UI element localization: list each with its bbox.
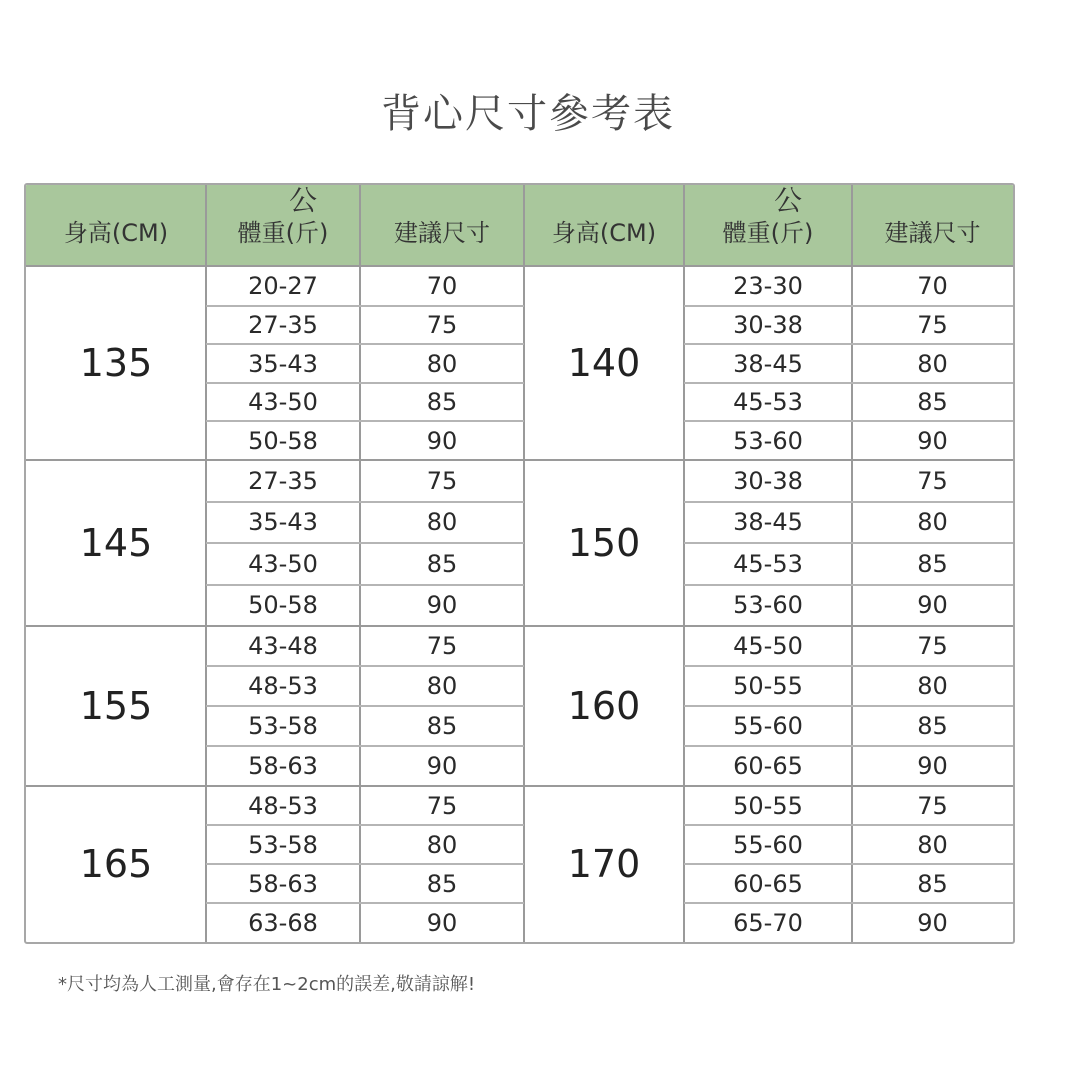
- weight-value: 50-55: [726, 669, 810, 703]
- size-value: 90: [909, 749, 957, 783]
- weight-value: 45-53: [726, 385, 810, 419]
- row-divider: [206, 305, 360, 307]
- size-value: 75: [909, 308, 957, 342]
- size-value: 85: [909, 385, 957, 419]
- size-value: 75: [909, 464, 957, 498]
- weight-value: 43-50: [241, 547, 325, 581]
- weight-value: 58-63: [241, 867, 325, 901]
- row-divider: [684, 584, 852, 586]
- row-divider: [852, 863, 1013, 865]
- row-divider: [206, 705, 360, 707]
- weight-value: 63-68: [241, 906, 325, 940]
- row-divider: [852, 305, 1013, 307]
- weight-value: 35-43: [241, 347, 325, 381]
- weight-value: 20-27: [241, 269, 325, 303]
- weight-value: 55-60: [726, 828, 810, 862]
- row-divider: [360, 542, 524, 544]
- row-divider: [206, 863, 360, 865]
- row-divider: [206, 542, 360, 544]
- size-chart-table: [24, 183, 1015, 944]
- height-value-left: 135: [79, 341, 153, 385]
- header-weight-left: 公 體重(斤): [237, 184, 329, 247]
- row-divider: [206, 343, 360, 345]
- size-value: 85: [909, 547, 957, 581]
- column-divider: [359, 185, 361, 942]
- size-value: 85: [909, 709, 957, 743]
- weight-value: 43-48: [241, 629, 325, 663]
- weight-value: 58-63: [241, 749, 325, 783]
- row-divider: [360, 902, 524, 904]
- row-divider: [206, 501, 360, 503]
- row-divider: [852, 343, 1013, 345]
- size-value: 90: [909, 906, 957, 940]
- row-divider: [852, 501, 1013, 503]
- size-value: 90: [909, 588, 957, 622]
- row-divider: [684, 343, 852, 345]
- row-divider: [852, 824, 1013, 826]
- weight-value: 45-53: [726, 547, 810, 581]
- size-value: 85: [418, 385, 466, 419]
- row-divider: [684, 501, 852, 503]
- height-value-left: 155: [79, 684, 153, 728]
- size-value: 80: [909, 669, 957, 703]
- header-weight-right: 公 體重(斤): [722, 184, 814, 247]
- height-value-right: 170: [567, 842, 641, 886]
- size-value: 80: [418, 347, 466, 381]
- row-divider: [360, 745, 524, 747]
- row-divider: [852, 665, 1013, 667]
- row-divider: [852, 420, 1013, 422]
- weight-value: 53-58: [241, 709, 325, 743]
- height-value-left: 145: [79, 521, 153, 565]
- row-divider: [206, 665, 360, 667]
- size-value: 85: [909, 867, 957, 901]
- size-value: 75: [418, 464, 466, 498]
- row-divider: [852, 382, 1013, 384]
- weight-value: 30-38: [726, 464, 810, 498]
- weight-value: 45-50: [726, 629, 810, 663]
- row-divider: [206, 420, 360, 422]
- row-divider: [852, 705, 1013, 707]
- row-divider: [684, 902, 852, 904]
- row-divider: [360, 665, 524, 667]
- weight-value: 43-50: [241, 385, 325, 419]
- weight-value: 65-70: [726, 906, 810, 940]
- row-divider: [684, 305, 852, 307]
- header-height-right: 身高(CM): [551, 219, 657, 247]
- header-size-left: 建議尺寸: [394, 219, 490, 247]
- size-value: 90: [909, 424, 957, 458]
- weight-value: 53-60: [726, 588, 810, 622]
- weight-value: 53-60: [726, 424, 810, 458]
- weight-value: 27-35: [241, 308, 325, 342]
- table-header: [26, 185, 1013, 267]
- size-value: 90: [418, 424, 466, 458]
- weight-value: 23-30: [726, 269, 810, 303]
- weight-value: 30-38: [726, 308, 810, 342]
- row-divider: [684, 420, 852, 422]
- size-value: 70: [418, 269, 466, 303]
- row-divider: [360, 343, 524, 345]
- row-divider: [684, 745, 852, 747]
- size-value: 85: [418, 867, 466, 901]
- size-value: 80: [909, 505, 957, 539]
- header-height-left: 身高(CM): [63, 219, 169, 247]
- weight-value: 27-35: [241, 464, 325, 498]
- row-divider: [852, 584, 1013, 586]
- row-divider: [206, 382, 360, 384]
- row-divider: [684, 665, 852, 667]
- row-divider: [852, 542, 1013, 544]
- height-value-right: 160: [567, 684, 641, 728]
- row-divider: [206, 745, 360, 747]
- row-divider: [206, 902, 360, 904]
- weight-value: 60-65: [726, 867, 810, 901]
- footnote: *尺寸均為人工測量,會存在1~2cm的誤差,敬請諒解!: [58, 974, 476, 995]
- weight-value: 38-45: [726, 347, 810, 381]
- row-divider: [360, 382, 524, 384]
- row-divider: [360, 705, 524, 707]
- weight-value: 50-55: [726, 789, 810, 823]
- weight-value: 60-65: [726, 749, 810, 783]
- weight-value: 55-60: [726, 709, 810, 743]
- weight-value: 50-58: [241, 424, 325, 458]
- weight-value: 48-53: [241, 789, 325, 823]
- row-divider: [360, 501, 524, 503]
- weight-value: 38-45: [726, 505, 810, 539]
- unit-overlay-label: 公: [774, 184, 803, 217]
- weight-value: 35-43: [241, 505, 325, 539]
- size-value: 75: [418, 629, 466, 663]
- size-value: 80: [909, 347, 957, 381]
- row-divider: [684, 863, 852, 865]
- row-divider: [360, 863, 524, 865]
- size-value: 85: [418, 709, 466, 743]
- size-value: 90: [418, 906, 466, 940]
- header-size-right: 建議尺寸: [884, 219, 981, 247]
- size-value: 90: [418, 588, 466, 622]
- weight-value: 53-58: [241, 828, 325, 862]
- height-value-right: 150: [567, 521, 641, 565]
- column-divider: [851, 185, 853, 942]
- size-value: 75: [909, 789, 957, 823]
- size-value: 80: [418, 505, 466, 539]
- size-value: 75: [418, 789, 466, 823]
- height-value-right: 140: [567, 341, 641, 385]
- row-divider: [684, 542, 852, 544]
- size-value: 80: [909, 828, 957, 862]
- size-value: 70: [909, 269, 957, 303]
- row-divider: [360, 305, 524, 307]
- weight-value: 48-53: [241, 669, 325, 703]
- page-title: 背心尺寸參考表: [381, 91, 675, 137]
- row-divider: [360, 584, 524, 586]
- row-divider: [360, 420, 524, 422]
- row-divider: [360, 824, 524, 826]
- size-value: 75: [418, 308, 466, 342]
- row-divider: [684, 705, 852, 707]
- row-divider: [852, 902, 1013, 904]
- weight-value: 50-58: [241, 588, 325, 622]
- row-divider: [206, 824, 360, 826]
- size-value: 75: [909, 629, 957, 663]
- size-value: 85: [418, 547, 466, 581]
- size-value: 80: [418, 669, 466, 703]
- unit-overlay-label: 公: [289, 184, 318, 217]
- height-value-left: 165: [79, 842, 153, 886]
- row-divider: [684, 824, 852, 826]
- row-divider: [684, 382, 852, 384]
- size-value: 90: [418, 749, 466, 783]
- row-divider: [852, 745, 1013, 747]
- row-divider: [206, 584, 360, 586]
- size-value: 80: [418, 828, 466, 862]
